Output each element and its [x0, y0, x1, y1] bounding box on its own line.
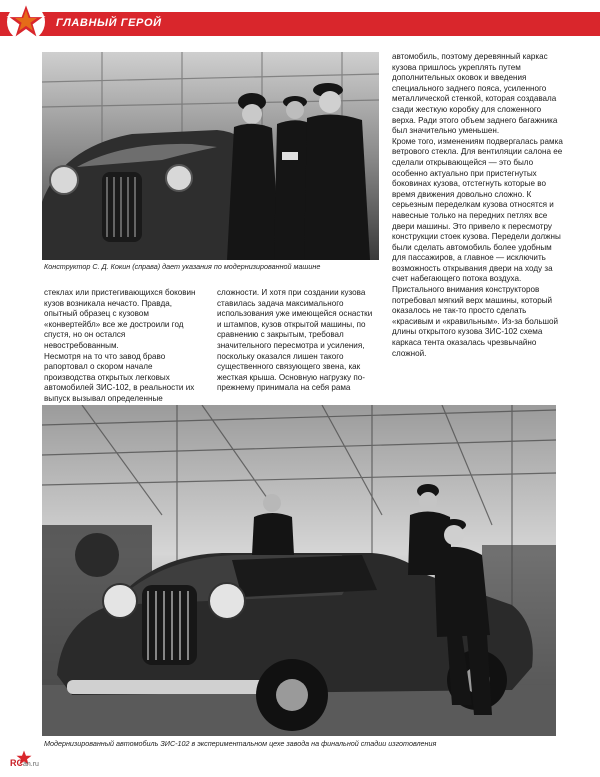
paragraph: автомобиль, поэтому деревянный каркас кузова пришлось укреплять путем дополнительных оковок и введения специального заднего пояса, усиленного металлической стенкой, которая создавала сзади жесткую коробку для сложенного верха. Ради этого объем заднего багажника был значительно уменьшен.	[392, 52, 558, 136]
photo-caption-top: Конструктор С. Д. Кокин (справа) дает указания по модернизированной машине	[44, 262, 321, 271]
photo-engineers-with-car	[42, 52, 379, 260]
paragraph: сложности. И хотя при создании кузова ставилась задача максимального использования уже имеющейся оснастки и штампов, кузов открытой машины, по сравнению с закрытым, требовал значительного пересмотра и усиления, поскольку оказался лишен такого существенного связующего звена, как жесткая крыша. Основную нагрузку по-прежнему принимала на себя рама	[217, 288, 373, 393]
photo-zis-102-workshop	[42, 405, 556, 736]
footer-logo-suffix: an.ru	[23, 761, 39, 768]
section-title: ГЛАВНЫЙ ГЕРОЙ	[56, 17, 162, 29]
article-column-right	[392, 52, 566, 359]
article-column-middle	[217, 288, 377, 394]
red-star-icon	[6, 2, 46, 42]
paragraph: стеклах или пристегивающихся боковин кузов возникала нечасто. Правда, опытный образец с кузовом «конвертейбл» все же достроили год спустя, но он остался невостребованным.	[44, 288, 196, 350]
footer-logo-text: RC	[10, 758, 23, 768]
article-column-left	[44, 288, 202, 405]
paragraph: Пристального внимания конструкторов потребовал мягкий верх машины, который оказалось не так-то просто сделать «красивым и «кравильным». Из-за большой длины открытого кузова ЗИС-102 схема каркаса тента оказалась чрезвычайно сложной.	[392, 285, 559, 358]
paragraph: Несмотря на то что завод браво рапортовал о скором начале производства открытых легковых автомобилей ЗИС-102, в реальности их выпуск вызывал определенные	[44, 351, 195, 403]
photo-caption-bottom: Модернизированный автомобиль ЗИС-102 в экспериментальном цехе завода на финальной стадии изготовления	[44, 739, 437, 748]
footer-logo	[10, 758, 39, 768]
paragraph: Кроме того, изменениям подвергалась рамка ветрового стекла. Для вентиляции салона ее сделали открывающейся — это было особенно актуально при пристегнутых боковинах кузова, отстегнуть которые во время движения довольно сложно. К серьезным переделкам кузова относятся и навесные только на передних петлях все двери машины. Это привело к пересмотру конструкции стоек кузова. Передели должны были сделать автомобиль более удобным для пассажиров, а главное — исключить возможность открывания двери на ходу за счет набегающего потока воздуха.	[392, 136, 563, 284]
